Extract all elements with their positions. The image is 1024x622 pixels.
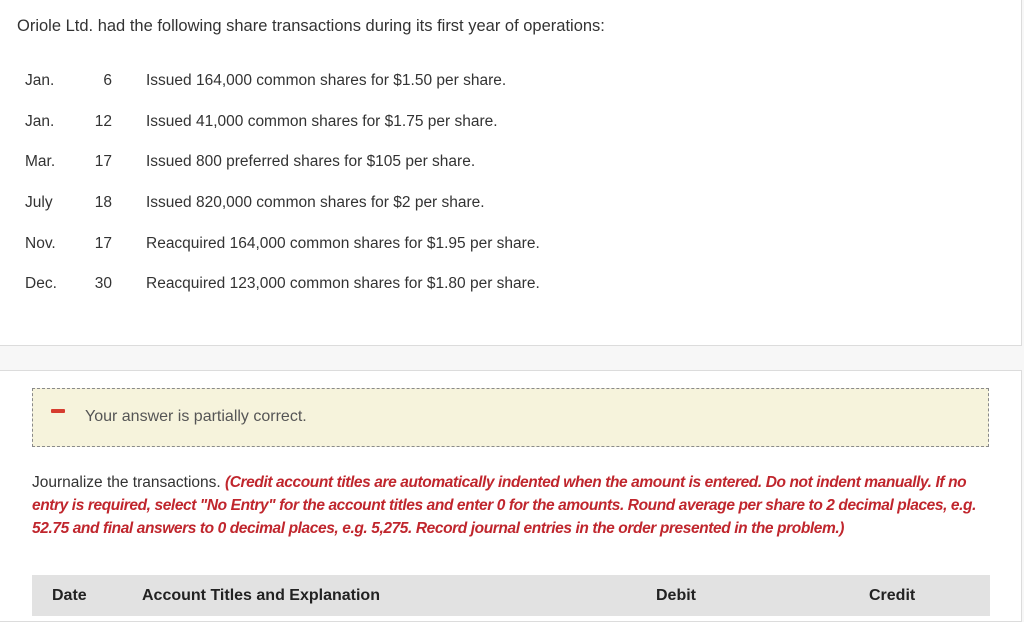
feedback-message: Your answer is partially correct. xyxy=(85,408,307,425)
instructions-lead: Journalize the transactions. xyxy=(32,474,225,491)
answer-panel xyxy=(0,370,1022,622)
transaction-month: Jan. xyxy=(25,113,55,130)
debit-column-header: Debit xyxy=(656,587,696,604)
transaction-month: July xyxy=(25,194,53,211)
transaction-description: Issued 164,000 common shares for $1.50 per share. xyxy=(146,72,507,89)
partial-correct-icon xyxy=(51,409,65,413)
transaction-day: 30 xyxy=(94,275,112,292)
instructions-note: (Credit account titles are automatically indented when the amount is entered. Do not indent manually. If no entry is required, select "No Entry" for the account titles and enter 0 for the amounts. Round average per share to 2 decimal places, e.g. 52.75 and final answers to 0 decimal places, e.g. 5,275. Record journal entries in the order presented in the problem.) xyxy=(32,474,977,537)
feedback-banner xyxy=(32,388,989,447)
date-column-header: Date xyxy=(52,587,87,604)
transaction-month: Mar. xyxy=(25,153,56,170)
transaction-month: Nov. xyxy=(25,235,56,252)
transaction-month: Dec. xyxy=(25,275,57,292)
transaction-description: Issued 820,000 common shares for $2 per share. xyxy=(146,194,485,211)
account-column-header: Account Titles and Explanation xyxy=(142,587,380,604)
transaction-description: Issued 800 preferred shares for $105 per share. xyxy=(146,153,476,170)
transaction-day: 17 xyxy=(94,153,112,170)
transaction-day: 12 xyxy=(94,113,112,130)
transaction-day: 18 xyxy=(94,194,112,211)
problem-intro: Oriole Ltd. had the following share transactions during its first year of operations: xyxy=(17,17,605,35)
transaction-description: Reacquired 123,000 common shares for $1.80 per share. xyxy=(146,275,540,292)
credit-column-header: Credit xyxy=(869,587,916,604)
transaction-day: 17 xyxy=(94,235,112,252)
journal-table-header xyxy=(32,575,990,616)
instructions xyxy=(32,471,992,540)
transaction-description: Issued 41,000 common shares for $1.75 per share. xyxy=(146,113,498,130)
transaction-day: 6 xyxy=(103,72,112,89)
transaction-month: Jan. xyxy=(25,72,55,89)
transaction-description: Reacquired 164,000 common shares for $1.95 per share. xyxy=(146,235,540,252)
